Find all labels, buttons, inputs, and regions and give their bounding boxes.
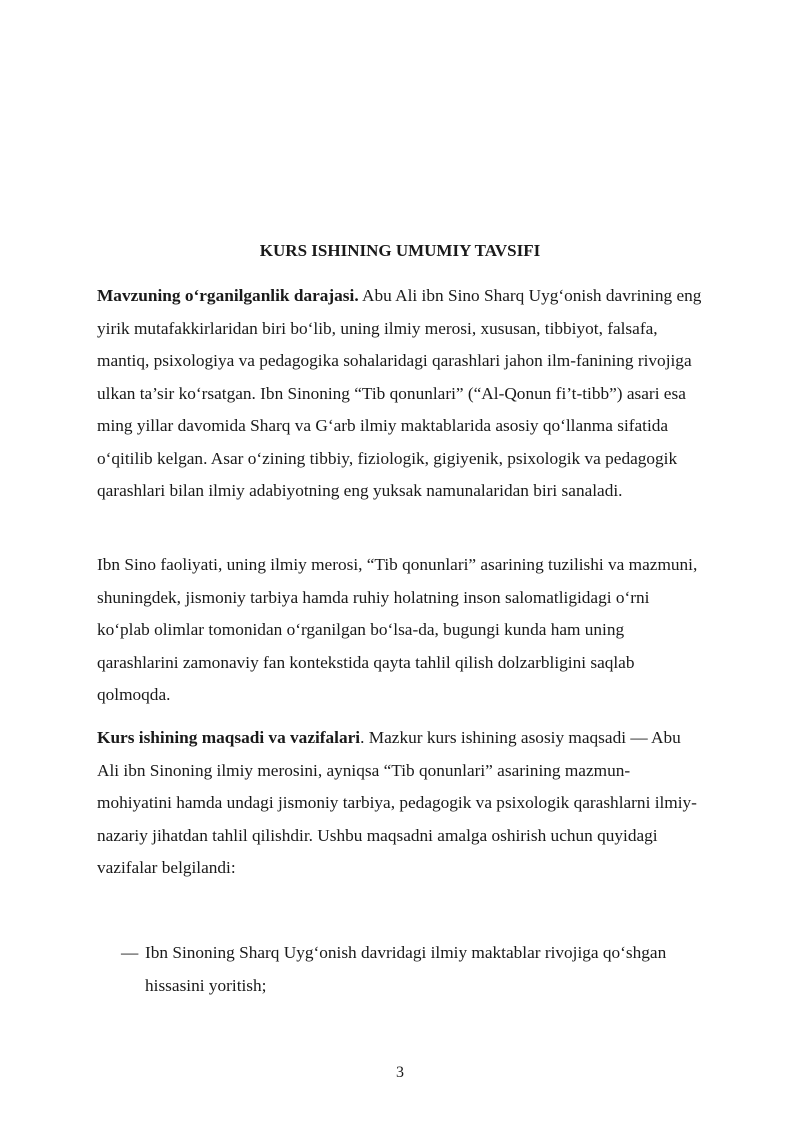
paragraph-text: Ibn Sino faoliyati, uning ilmiy merosi, “Tib qonunlari” asarining tuzilishi va mazmuni, shuningdek, jismoniy tarbiya hamda ruhiy holatning inson salomatligidagi o‘rni ko‘plab olimlar tomonidan o‘rganilgan bo‘lsa-da, bugungi kunda ham uning qarashlarini zamonaviy fan kontekstida qayta tahlil qilish dolzarbligini saqlab qolmoqda.: [97, 555, 698, 704]
paragraph-goals-tasks: [97, 722, 703, 885]
paragraph-research-degree: [97, 280, 703, 508]
paragraph-legacy-study: [97, 549, 703, 712]
paragraph-heading: Mavzuning o‘rganilganlik darajasi.: [97, 286, 359, 305]
page-number: 3: [396, 1064, 404, 1081]
paragraph-heading: Kurs ishining maqsadi va vazifalari: [97, 728, 361, 747]
list-item-text: Ibn Sinoning Sharq Uyg‘onish davridagi ilmiy maktablar rivojiga qo‘shgan hissasini yoritish;: [145, 943, 667, 995]
list-dash: —: [121, 943, 139, 962]
paragraph-text: . Mazkur kurs ishining asosiy maqsadi — Abu Ali ibn Sinoning ilmiy merosini, ayniqsa “Tib qonunlari” asarining mazmun-mohiyatini hamda undagi jismoniy tarbiya, pedagogik va psixologik qarashlarni ilmiy-nazariy jihatdan tahlil qilishdir. Ushbu maqsadni amalga oshirish uchun quyidagi vazifalar belgilandi:: [97, 728, 697, 877]
list-item: [121, 937, 681, 1002]
document-title: KURS ISHINING UMUMIY TAVSIFI: [259, 241, 541, 260]
paragraph-text: Abu Ali ibn Sino Sharq Uyg‘onish davrining eng yirik mutafakkirlaridan biri bo‘lib, uning ilmiy merosi, xususan, tibbiyot, falsafa, mantiq, psixologiya va pedagogika sohalaridagi qarashlari jahon ilm-fanining rivojiga ulkan ta’sir ko‘rsatgan. Ibn Sinoning “Tib qonunlari” (“Al-Qonun fi’t-tibb”) asari esa ming yillar davomida Sharq va G‘arb ilmiy maktablarida asosiy qo‘llanma sifatida o‘qitilib kelgan. Asar o‘zining tibbiy, fiziologik, gigiyenik, psixologik va pedagogik qarashlari bilan ilmiy adabiyotning eng yuksak namunalaridan biri sanaladi.: [97, 286, 702, 500]
